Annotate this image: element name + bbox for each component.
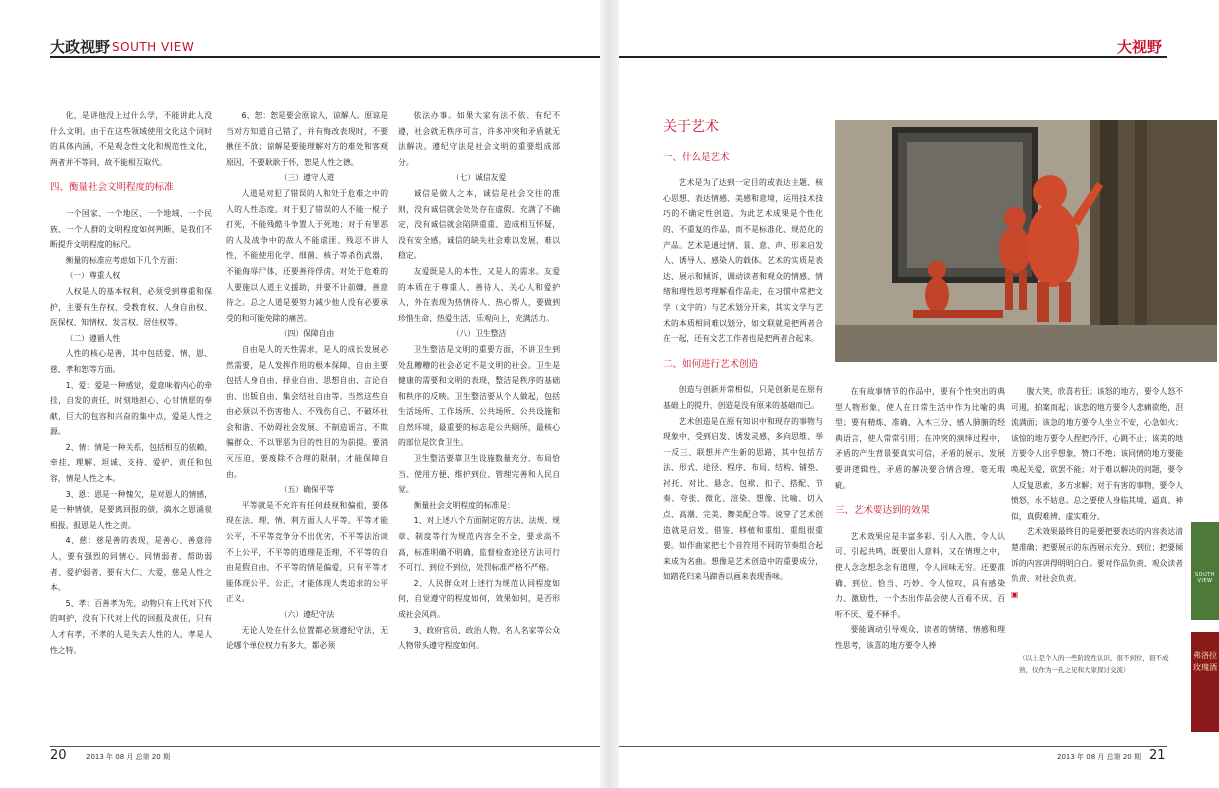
paragraph: 卫生整洁要靠卫生设施数量充分、布局恰当、使用方便、维护到位、管理完善和人民自觉。 xyxy=(398,454,560,495)
paragraph: 衡量的标准应考虑如下几个方面： xyxy=(65,255,183,265)
section-side-tab xyxy=(1191,522,1219,620)
right-page xyxy=(619,0,1219,788)
left-col-3 xyxy=(398,108,560,654)
wine-ad-text: 弗洛拉玫瑰酒 xyxy=(1193,651,1217,672)
paragraph: 在有故事情节的作品中，要有个性突出的典型人物形象，使人在日常生活中作为比喻的典型；要有精炼、准确、入木三分、感人肺腑的经典语言，使人常常引用；在冲突的演绎过程中，矛盾的产生背景要真实可信，矛盾的展示、发展要讲逻辑性，矛盾的解决要合情合理，毫无瑕疵。 xyxy=(835,387,1005,490)
footer-rule xyxy=(50,746,600,747)
section-heading: 一、什么是艺术 xyxy=(663,151,730,163)
paragraph: 友爱既是人的本性，又是人的需求。友爱的本质在于尊重人、善待人、关心人和爱护人，外在表现为热情待人、热心帮人，要做到珍惜生命、热爱生活，乐观向上，充满活力。 xyxy=(398,266,560,323)
paragraph: 6、恕：恕是要会原谅人，谅解人。原谅是当对方知道自己错了，并有悔改表现时，不要揪住不放；谅解是要能理解对方的难处和客观原因，不要耿耿于怀，恕是人性之德。 xyxy=(226,111,388,167)
magazine-title-left: 大政视野 xyxy=(50,38,111,56)
right-col-2 xyxy=(835,384,1005,654)
paragraph: 艺术创造是在原有知识中和现存的事物与现象中，受到启发、诱发灵感，多向思维、举一反三、联想并产生新的思路，其中包括方法、形式、途径、程序、布局、结构、铺垫、衬托、对比、悬念、包袱、扣子、搭配、节奏、夸张、微化、渲染、想像、比喻、切入点、高潮、完美、舞美配合等。说穿了艺术创造就是启发、借鉴、移植和重组、重组很重要。如作曲家把七个音符用不同的节奏组合起来成为名曲。想像是艺术创造中的重要成分，如踏花归来马蹄香以画来表现香味。 xyxy=(663,416,823,582)
paragraph: 诚信是做人之本，诚信是社会交往的准则，没有诚信就会处处存在虚假、充满了不确定，没有诚信就会陷阱重重、造成相互怀疑，没有安全感，诚信的缺失社会难以发展，难以稳定。 xyxy=(398,188,560,261)
section-heading: 四、衡量社会文明程度的标准 xyxy=(50,182,174,194)
subsection-heading: （七）诚信友爱 xyxy=(451,173,507,183)
paragraph: 卫生整洁是文明的重要方面，不讲卫生到处乱糟糟的社会必定不是文明的社会。卫生是健康的需要和文明的表现，整洁是秩序的基础和秩序的反映。卫生整洁要从个人做起，包括生活场所、工作场所、公共场所、公共设施和自然环境，最重要的标志是公共厕所，最核心的部位是饮食卫生。 xyxy=(398,344,560,448)
paragraph: 化，是讲他没上过什么学，不能讲此人没什么文明。由于在这些领域使用文化这个词时的具体内涵，不是观念性文化和规范性文化，两者并不等同，故不能相互取代。 xyxy=(50,111,212,167)
paragraph: 2、情：情是一种关系，包括相互的依赖、牵挂、理解、坦诚、支持、爱护、责任和包容，情是人性之本。 xyxy=(50,442,212,484)
left-col-1 xyxy=(50,108,212,658)
paragraph: 4、慈：慈是善的表现，是善心、善意待人，要有强烈的同情心、同情弱者、帮助弱者、爱护弱者、要有大仁、大爱，慈是人性之本。 xyxy=(50,536,212,593)
article-title: 关于艺术 xyxy=(663,119,719,135)
end-mark: ▣ xyxy=(1011,589,1019,599)
magazine-title-right: 大视野 xyxy=(1117,38,1163,56)
subsection-heading: （八）卫生整洁 xyxy=(451,329,507,339)
header-rule xyxy=(50,56,600,58)
paragraph: 平等就是不允许有任何歧视和偏祖，要体现在法、理、情、利方面人人平等。平等才能公平，不平等竞争分不出优劣，不平等法治谈不上公平，不平等的道理是歪理，不平等的自由是假自由，不平等的情是偏爱，只有平等才能体现公平、公正，才能体现人类追求的公平正义。 xyxy=(226,500,388,604)
sculpture-photo xyxy=(835,120,1217,362)
paragraph: 3、恩：恩是一种愧欠，是对恩人的情感，是一种情债，是要离回报的债，滴水之恩涌泉相报。报恩是人性之责。 xyxy=(50,489,212,530)
paragraph: 1、对上述八个方面制定的方法、法规、规章、制度等行为规范内容全不全，要求高不高，标准明确不明确，监督检查途径方法可行不可行、到位不到位，处罚标准严格不严格。 xyxy=(398,516,560,573)
section-heading: 三、艺术要达到的效果 xyxy=(835,505,931,517)
paragraph: （二）遵循人性 xyxy=(65,333,121,343)
wine-ad xyxy=(1191,632,1219,732)
paragraph: 一个国家、一个地区、一个地域、一个民族、一个人群的文明程度如何判断，是我们不断提升文明程度的标尺。 xyxy=(50,208,212,250)
section-heading: 二、如何进行艺术创造 xyxy=(663,358,759,370)
paragraph: 2、人民群众对上述行为规范认同程度如何，自觉遵守的程度如何，效果如何，是否形成社会风尚。 xyxy=(398,578,560,619)
paragraph: （一）尊重人权 xyxy=(65,271,121,281)
paragraph: 腹大笑，欣喜若狂；该怒的地方，要令人怒不可遏，拍案而起；该悲的地方要令人悲痛欲绝，泪流满面；该急的地方要令人坐立不安，心急如火；该惊的地方要令人捏把冷汗，心跳不止；该美的地方要令人出乎想象，赞口不绝；该同情的地方要能唤起关爱，欲罢不能；对于难以解决的问题，要令人反复思索，多方求解；对于有害的事物，要令人愤怒，永不姑息。总之要使人身临其境、逼真、神似，真假难辨、虚实难分。 xyxy=(1011,387,1183,521)
page-number-right: 21 xyxy=(1149,748,1166,763)
left-page xyxy=(0,0,600,788)
paragraph: 要能调动引导观众、读者的情绪、情感和理性思考，该喜的地方要令人捧 xyxy=(835,625,1005,650)
right-col-3 xyxy=(1011,384,1183,602)
subsection-heading: （四）保障自由 xyxy=(279,329,335,339)
paragraph: 艺术是为了达到一定目的或表达主题、核心思想、表达情感、美感和意境，运用技术技巧的不确定性创造。为此艺术成果是个性化的、不重复的作品，而不是标准化、规范化的产品。艺术是通过情、景、意、声、形来启发人、诱导人、感染人的载体。艺术的实质是表达、展示和倾诉，调动读者和观众的情感、情绪和理性思考理解看作品走，在习惯中常把文学（文字的）与艺术划分开来，其实文学与艺术的本质相同难以划分，如文联就是把两者合在一起，还有文艺工作者也是把两者合起来。 xyxy=(663,178,823,344)
page-number-left: 20 xyxy=(50,748,67,763)
paragraph: 人性的核心是善，其中包括爱、情、恩、慈、孝和恕等方面。 xyxy=(50,349,212,374)
subsection-heading: （五）确保平等 xyxy=(279,485,335,495)
paragraph: 人权是人的基本权利，必须受到尊重和保护，主要有生存权、受教育权、人身自由权、医保权、知情权、发言权、居住权等。 xyxy=(50,286,212,328)
paragraph: 自由是人的天性需求，是人的成长发展必然需要，是人发挥作用的根本保障，自由主要包括人身自由、择业自由、思想自由、言论自由、出版自由、集会结社自由等。当然这些自由必须以不伤害他人、不残伤自己、不破坏社会和谐、不妨碍社会发展、不制造谣言、不欺骗群众、不以罪恶为目的性目的为前提。要消灭压迫，要废除不合理的限制，才能保障自由。 xyxy=(226,344,388,479)
header-rule-right xyxy=(619,56,1167,58)
side-tab-label: SOUTH VIEW xyxy=(1194,572,1216,584)
issue-date-left: 2013 年 08 月 总第 20 期 xyxy=(86,753,170,761)
paragraph: 1、爱：爱是一种感觉，爱意味着内心的牵挂，自发的责任，时刻地担心、心甘情愿的奉献，巨大的包容和兴奋的集中点，爱是人性之源。 xyxy=(50,380,212,437)
right-col-1 xyxy=(663,120,823,585)
footer-rule-right xyxy=(619,746,1167,747)
paragraph: 人道是对犯了错误的人和处于危难之中的人的人性态度。对于犯了错误的人不能一棍子打死，不能残酷斗争置人于死地；对于有罪恶的人及战争中的敌人不能虐匪、残忍不讲人性，不能使用化学、细菌、核子等杀伤武器，不能侮辱尸体，还要善待俘虏。对处于危难的人要施以人道主义援助，并要不计前嫌，善意待之。总之人道是要努力减少他人没有必要承受的和可能免除的痛苦。 xyxy=(226,188,388,323)
issue-date-right: 2013 年 08 月 总第 20 期 xyxy=(1057,753,1141,761)
author-note: （以上是个人的一些阶段性认识，很不到位，很不成熟，仅作为一孔之见和大家探讨交流） xyxy=(1019,654,1169,674)
right-col-1-body xyxy=(663,150,823,585)
sculpture-illustration xyxy=(835,120,1217,362)
paragraph: 3、政府官员、政治人物、名人名家等公众人物带头遵守程度如何。 xyxy=(398,625,560,651)
paragraph: 依法办事。如果大家有法不依、有纪不遵，社会就无秩序可言，许多冲突和矛盾就无法解决。遵纪守法是社会文明的重要组成部分。 xyxy=(398,111,560,167)
paragraph: 创造与创新并常相似，只是创新是在原有基础上的提升，创造是没有原来的基础而已。 xyxy=(663,385,823,410)
magazine-subtitle: SOUTH VIEW xyxy=(112,40,195,54)
paragraph: 艺术效果最终目的是要把要表达的内容表达清楚准确；把要展示的东西展示充分、到位；把要倾诉的内容讲得明明白白。要对作品负责、观众读者负责、对社会负责。 xyxy=(1011,527,1183,584)
subsection-heading: （三）遵守人道 xyxy=(279,173,335,183)
page-gutter xyxy=(600,0,619,788)
paragraph: 衡量社会文明程度的标准是： xyxy=(413,500,515,510)
paragraph: 艺术效果应是丰富多彩、引人入胜、令人认可、引起共鸣，既要出人意料，又在情理之中，使人念念想念念有道理，令人回味无穷。还要准确、到位、恰当、巧妙、令人惊叹，具有感染力、激励性，一个杰出作品会使人百看不厌、百听不厌、爱不释手。 xyxy=(835,531,1005,619)
right-col-3-body xyxy=(1011,384,1183,587)
left-col-2 xyxy=(226,108,388,654)
paragraph: 无论人处在什么位置都必须遵纪守法，无论哪个单位权力有多大，都必须 xyxy=(226,625,388,651)
subsection-heading: （六）遵纪守法 xyxy=(279,610,335,619)
paragraph: 5、孝：百善孝为先，动物只有上代对下代的呵护，没有下代对上代的回报及责任，只有人才有孝，不孝的人是失去人性的人，孝是人性之特。 xyxy=(50,598,212,655)
